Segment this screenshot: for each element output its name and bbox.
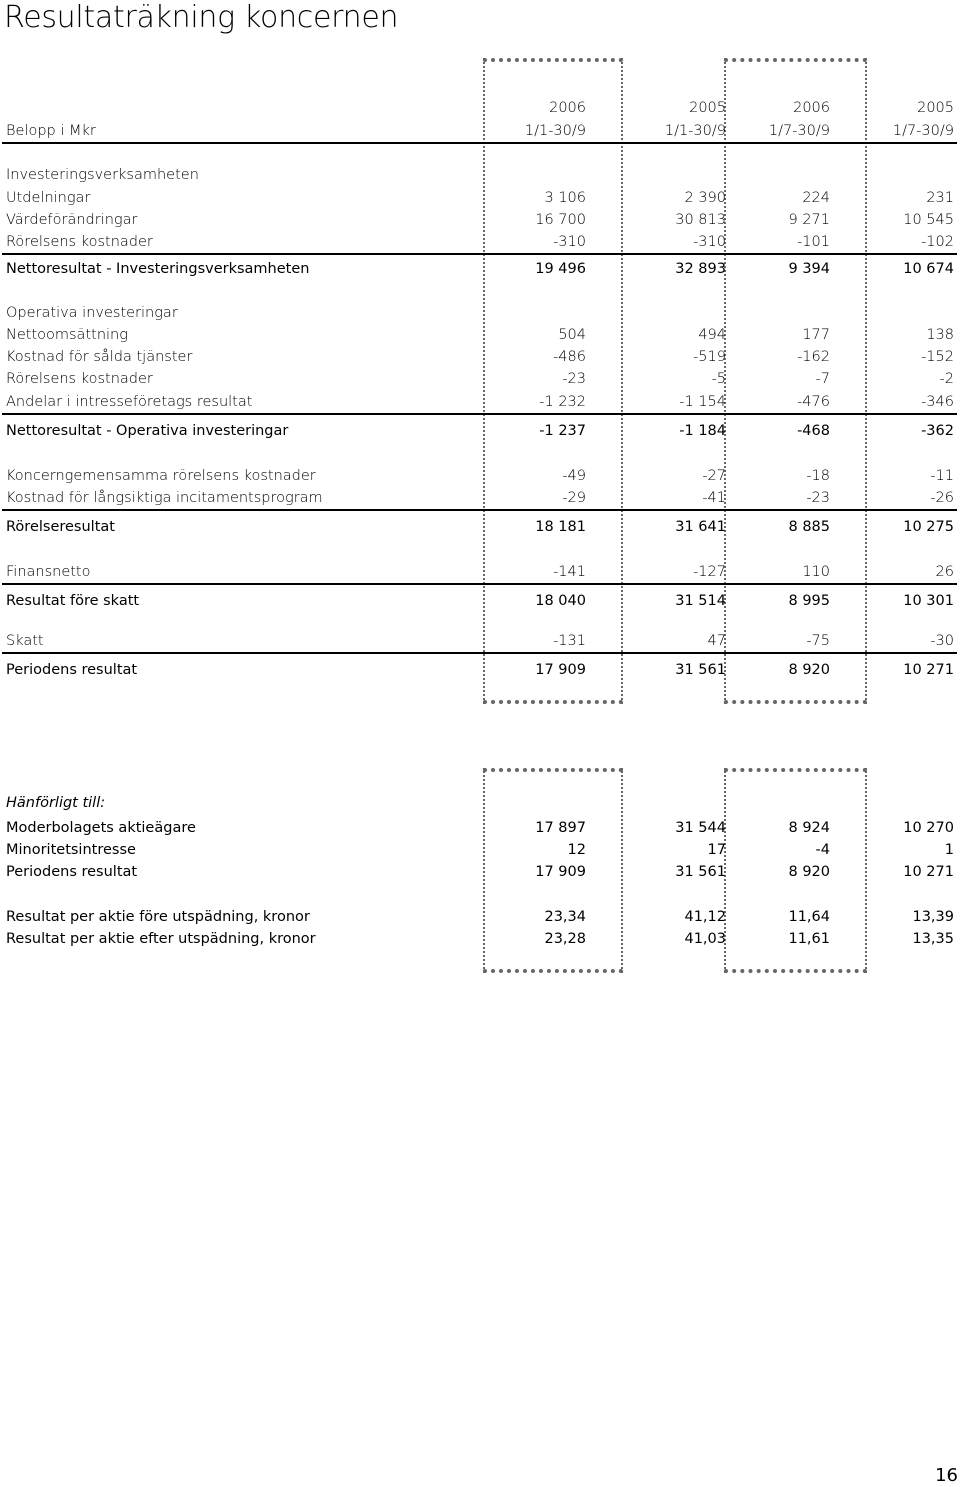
cell: 16 700 bbox=[535, 212, 586, 228]
cell: 11,64 bbox=[788, 909, 830, 925]
cell: 10 545 bbox=[903, 212, 954, 228]
cell: 10 301 bbox=[903, 593, 954, 609]
row-label: Andelar i intresseföretags resultat bbox=[6, 394, 253, 410]
row-label: Resultat per aktie före utspädning, kronor bbox=[6, 909, 310, 925]
cell: 18 040 bbox=[535, 593, 586, 609]
subtotal-row bbox=[0, 659, 960, 681]
column-year: 2005 bbox=[917, 100, 954, 116]
cell: 30 813 bbox=[675, 212, 726, 228]
cell: 31 641 bbox=[675, 519, 726, 535]
cell: 231 bbox=[926, 190, 954, 206]
cell: -4 bbox=[815, 842, 830, 858]
cell: 110 bbox=[802, 564, 830, 580]
cell: 8 920 bbox=[788, 864, 830, 880]
subtotal-divider bbox=[2, 253, 957, 255]
cell: 2 390 bbox=[684, 190, 726, 206]
column-year: 2006 bbox=[549, 100, 586, 116]
subtotal-divider bbox=[2, 652, 957, 654]
cell: 3 106 bbox=[544, 190, 586, 206]
cell: 10 271 bbox=[903, 864, 954, 880]
cell: 138 bbox=[926, 327, 954, 343]
cell: -49 bbox=[562, 468, 586, 484]
cell: 9 394 bbox=[788, 261, 830, 277]
section-heading bbox=[0, 164, 960, 186]
table-row bbox=[0, 487, 960, 509]
table-row bbox=[0, 209, 960, 231]
cell: 8 924 bbox=[788, 820, 830, 836]
section-heading bbox=[0, 302, 960, 324]
cell: -1 232 bbox=[539, 394, 586, 410]
cell: -101 bbox=[797, 234, 830, 250]
table-row bbox=[0, 839, 960, 861]
cell: -131 bbox=[553, 633, 586, 649]
cell: -1 154 bbox=[679, 394, 726, 410]
cell: -30 bbox=[930, 633, 954, 649]
table-row bbox=[0, 231, 960, 253]
cell: -310 bbox=[693, 234, 726, 250]
row-label: Nettoresultat - Operativa investeringar bbox=[6, 423, 289, 439]
cell: 17 897 bbox=[535, 820, 586, 836]
cell: -162 bbox=[797, 349, 830, 365]
subtotal-row bbox=[0, 420, 960, 442]
row-label: Värdeförändringar bbox=[6, 212, 138, 228]
eps-row bbox=[0, 906, 960, 928]
cell: 8 995 bbox=[788, 593, 830, 609]
cell: -75 bbox=[806, 633, 830, 649]
cell: -18 bbox=[806, 468, 830, 484]
cell: -141 bbox=[553, 564, 586, 580]
row-label: Rörelsens kostnader bbox=[6, 234, 153, 250]
cell: 10 271 bbox=[903, 662, 954, 678]
cell: 10 674 bbox=[903, 261, 954, 277]
cell: -310 bbox=[553, 234, 586, 250]
section-label: Investeringsverksamheten bbox=[6, 167, 199, 183]
cell: -23 bbox=[806, 490, 830, 506]
cell: 19 496 bbox=[535, 261, 586, 277]
row-label: Periodens resultat bbox=[6, 662, 138, 678]
cell: 12 bbox=[567, 842, 586, 858]
cell: 224 bbox=[802, 190, 830, 206]
cell: 177 bbox=[802, 327, 830, 343]
table-row bbox=[0, 391, 960, 413]
column-period: 1/1-30/9 bbox=[664, 123, 726, 139]
cell: 23,34 bbox=[544, 909, 586, 925]
cell: 32 893 bbox=[675, 261, 726, 277]
cell: 17 909 bbox=[535, 864, 586, 880]
table-row bbox=[0, 368, 960, 390]
row-label: Utdelningar bbox=[6, 190, 91, 206]
table-row bbox=[0, 465, 960, 487]
row-label: Kostnad för långsiktiga incitamentsprogram bbox=[6, 490, 323, 506]
section-label: Operativa investeringar bbox=[6, 305, 178, 321]
row-label: Kostnad för sålda tjänster bbox=[6, 349, 193, 365]
cell: 8 885 bbox=[788, 519, 830, 535]
cell: -362 bbox=[921, 423, 954, 439]
cell: -519 bbox=[693, 349, 726, 365]
row-label: Periodens resultat bbox=[6, 864, 138, 880]
cell: -5 bbox=[711, 371, 726, 387]
cell: 494 bbox=[698, 327, 726, 343]
cell: -11 bbox=[930, 468, 954, 484]
column-period: 1/1-30/9 bbox=[524, 123, 586, 139]
cell: 31 561 bbox=[675, 662, 726, 678]
table-row bbox=[0, 817, 960, 839]
cell: 26 bbox=[935, 564, 954, 580]
cell: 8 920 bbox=[788, 662, 830, 678]
row-label: Skatt bbox=[6, 633, 44, 649]
unit-label: Belopp i Mkr bbox=[6, 123, 96, 139]
cell: -7 bbox=[815, 371, 830, 387]
cell: 17 bbox=[707, 842, 726, 858]
cell: -1 237 bbox=[539, 423, 586, 439]
table-row bbox=[0, 187, 960, 209]
cell: -2 bbox=[939, 371, 954, 387]
header-period-row bbox=[0, 120, 960, 142]
cell: 17 909 bbox=[535, 662, 586, 678]
cell: -26 bbox=[930, 490, 954, 506]
cell: 11,61 bbox=[788, 931, 830, 947]
cell: 9 271 bbox=[788, 212, 830, 228]
cell: 47 bbox=[707, 633, 726, 649]
section-label: Hänförligt till: bbox=[6, 795, 106, 811]
row-label: Moderbolagets aktieägare bbox=[6, 820, 196, 836]
page-title: Resultaträkning koncernen bbox=[4, 0, 399, 35]
cell: 504 bbox=[558, 327, 586, 343]
cell: -41 bbox=[702, 490, 726, 506]
row-label: Finansnetto bbox=[6, 564, 91, 580]
cell: -1 184 bbox=[679, 423, 726, 439]
header-divider bbox=[2, 142, 957, 144]
cell: -346 bbox=[921, 394, 954, 410]
cell: 41,12 bbox=[684, 909, 726, 925]
table-row bbox=[0, 630, 960, 652]
subtotal-divider bbox=[2, 509, 957, 511]
section-heading bbox=[0, 792, 960, 814]
cell: -468 bbox=[797, 423, 830, 439]
cell: 31 561 bbox=[675, 864, 726, 880]
row-label: Nettoomsättning bbox=[6, 327, 128, 343]
table-row bbox=[0, 561, 960, 583]
cell: -23 bbox=[562, 371, 586, 387]
eps-row bbox=[0, 928, 960, 950]
header-years-row bbox=[0, 97, 960, 119]
column-period: 1/7-30/9 bbox=[768, 123, 830, 139]
column-year: 2006 bbox=[793, 100, 830, 116]
cell: 23,28 bbox=[544, 931, 586, 947]
row-label: Resultat per aktie efter utspädning, kronor bbox=[6, 931, 316, 947]
cell: 10 270 bbox=[903, 820, 954, 836]
subtotal-row bbox=[0, 516, 960, 538]
cell: -27 bbox=[702, 468, 726, 484]
column-year: 2005 bbox=[689, 100, 726, 116]
table-row bbox=[0, 861, 960, 883]
page-number: 16 bbox=[935, 1465, 958, 1486]
cell: 10 275 bbox=[903, 519, 954, 535]
subtotal-row bbox=[0, 590, 960, 612]
cell: 18 181 bbox=[535, 519, 586, 535]
row-label: Rörelseresultat bbox=[6, 519, 115, 535]
cell: 1 bbox=[944, 842, 954, 858]
column-period: 1/7-30/9 bbox=[892, 123, 954, 139]
row-label: Minoritetsintresse bbox=[6, 842, 136, 858]
row-label: Koncerngemensamma rörelsens kostnader bbox=[6, 468, 316, 484]
cell: -29 bbox=[562, 490, 586, 506]
cell: 31 544 bbox=[675, 820, 726, 836]
subtotal-divider bbox=[2, 413, 957, 415]
cell: -486 bbox=[553, 349, 586, 365]
cell: 13,35 bbox=[912, 931, 954, 947]
cell: -152 bbox=[921, 349, 954, 365]
cell: -127 bbox=[693, 564, 726, 580]
subtotal-divider bbox=[2, 583, 957, 585]
cell: 13,39 bbox=[912, 909, 954, 925]
cell: -476 bbox=[797, 394, 830, 410]
row-label: Resultat före skatt bbox=[6, 593, 140, 609]
subtotal-row bbox=[0, 258, 960, 280]
cell: 31 514 bbox=[675, 593, 726, 609]
table-row bbox=[0, 346, 960, 368]
cell: -102 bbox=[921, 234, 954, 250]
row-label: Nettoresultat - Investeringsverksamheten bbox=[6, 261, 310, 277]
cell: 41,03 bbox=[684, 931, 726, 947]
row-label: Rörelsens kostnader bbox=[6, 371, 153, 387]
table-row bbox=[0, 324, 960, 346]
